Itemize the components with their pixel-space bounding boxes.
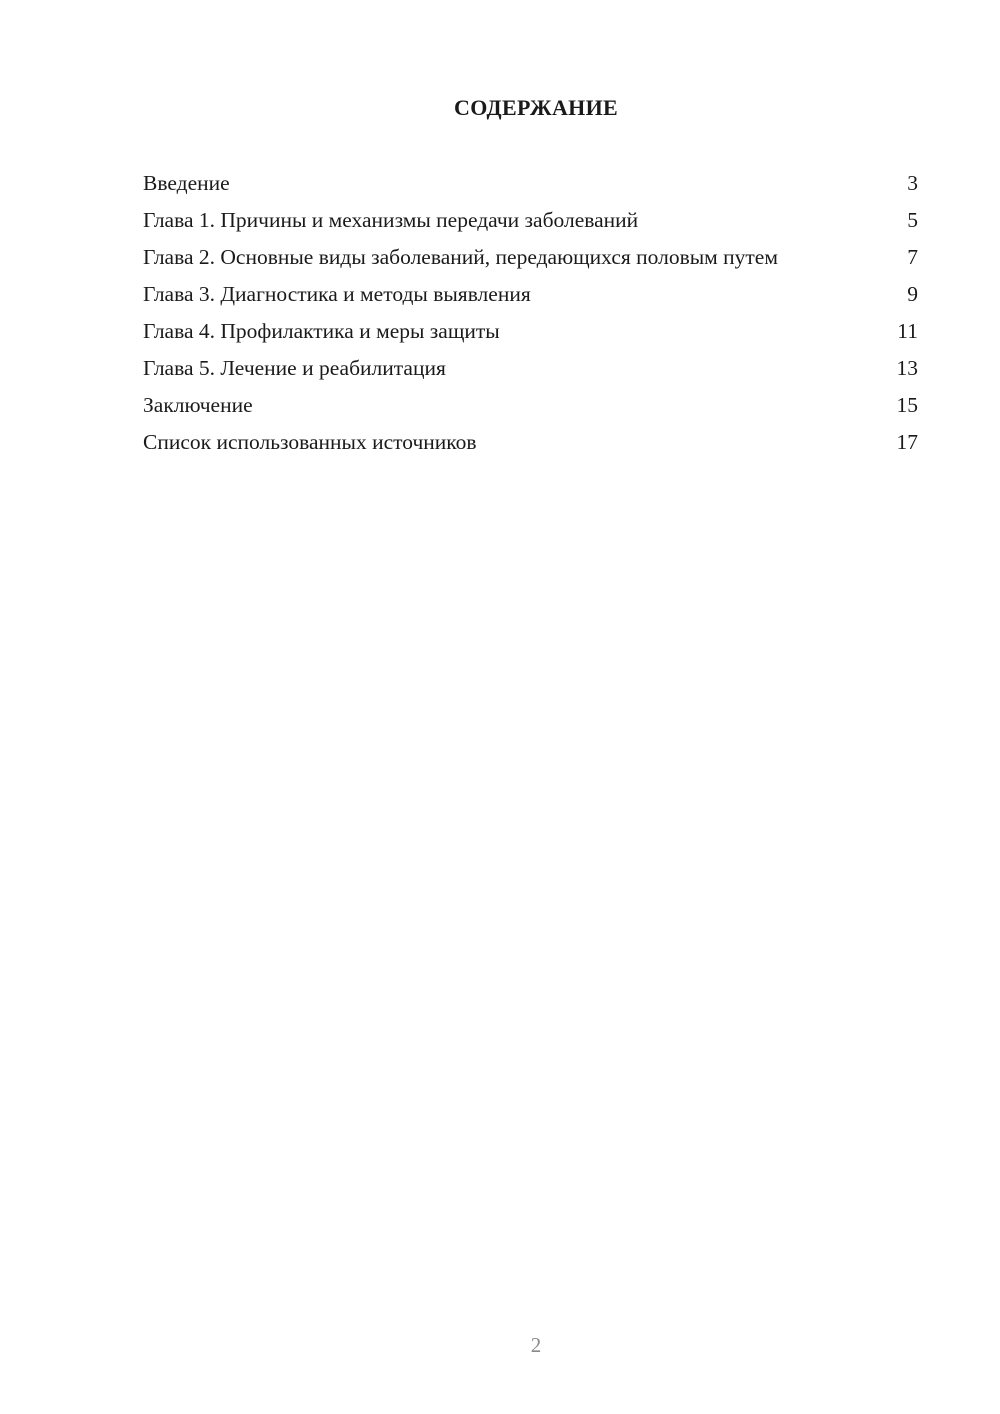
toc-item-label: Список использованных источников xyxy=(143,430,477,454)
toc-item-chapter-4 xyxy=(143,318,918,344)
toc-item-chapter-1 xyxy=(143,207,918,233)
page-number: 2 xyxy=(530,1333,542,1357)
toc-item-references xyxy=(143,429,918,455)
toc-item-label: Глава 5. Лечение и реабилитация xyxy=(143,356,446,380)
toc-item-chapter-2 xyxy=(143,244,918,270)
toc-item-page-number: 13 xyxy=(896,356,918,380)
toc-item-page-number: 5 xyxy=(907,208,918,232)
toc-item-page-number: 15 xyxy=(896,393,918,417)
toc-item-page-number: 17 xyxy=(896,430,918,454)
toc-item-chapter-3 xyxy=(143,281,918,307)
toc-item-conclusion xyxy=(143,392,918,418)
toc-item-page-number: 7 xyxy=(907,245,918,269)
toc-item-label: Глава 4. Профилактика и меры защиты xyxy=(143,319,500,343)
toc-item-introduction xyxy=(143,170,918,196)
toc-item-chapter-5 xyxy=(143,355,918,381)
toc-item-label: Заключение xyxy=(143,393,253,417)
table-of-contents xyxy=(143,170,918,466)
toc-item-label: Глава 3. Диагностика и методы выявления xyxy=(143,282,531,306)
toc-item-page-number: 9 xyxy=(907,282,918,306)
toc-item-label: Глава 1. Причины и механизмы передачи заболеваний xyxy=(143,208,639,232)
toc-title: СОДЕРЖАНИЕ xyxy=(454,95,618,120)
toc-item-page-number: 11 xyxy=(897,319,918,343)
toc-item-page-number: 3 xyxy=(907,171,918,195)
toc-item-label: Глава 2. Основные виды заболеваний, передающихся половым путем xyxy=(143,245,778,269)
toc-item-label: Введение xyxy=(143,171,230,195)
